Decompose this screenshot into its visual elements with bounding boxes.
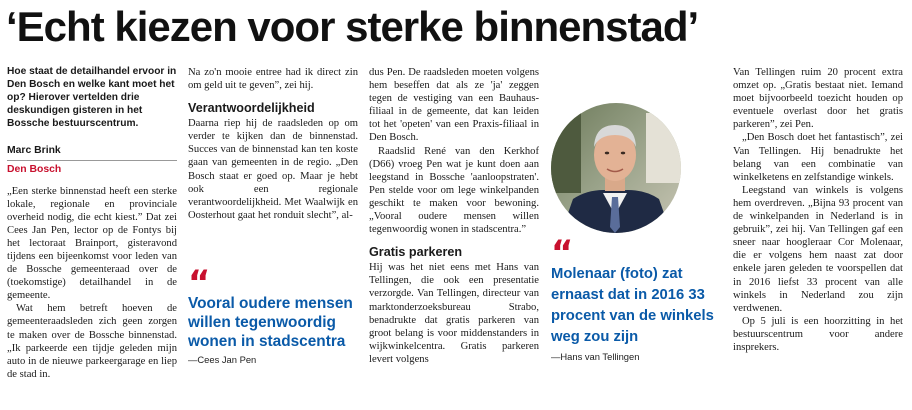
column-1 [7, 66, 177, 408]
body-paragraph: Op 5 juli is een hoorzitting in het bestuurscentrum voor andere insprekers. [733, 315, 903, 353]
body-paragraph: Van Tellingen ruim 20 procent extra omzet op. „Gratis bestaat niet. Iemand moet bijvoorbeeld toezicht houden op eventuele overlast door het gratis parkeren”, zei Pen. [733, 67, 903, 131]
body-paragraph: Na zo'n mooie entree had ik direct zin om geld uit te geven”, zei hij. [188, 67, 358, 92]
body-paragraph: Wat hem betreft hoeven de gemeenteraadsleden zich geen zorgen te maken over de Bossche binnenstad. „Ik parkeerde een tijdje geleden mijn auto in de nieuwe parkeergarage en liep de stad in. [7, 303, 177, 380]
body-paragraph: Daarna riep hij de raadsleden op om verder te kijken dan de binnenstad. Succes van de binnenstad kan ten koste gaan van gemeenten in de regio. „Den Bosch staat er goed op. Maar je hebt ook een regionale verantwoordelijkheid. Met Waalwijk en Oosterhout gaat het ronduit slecht”, al- [188, 118, 358, 221]
body-paragraph: dus Pen. De raadsleden moeten volgens hem beseffen dat als ze 'ja' zeggen tegen de vestiging van een Bauhaus-filiaal in de gemeente, dat kan leiden tot het 'opeten' van een Praxis-filiaal in Den Bosch. [369, 67, 539, 144]
author-byline: Marc Brink [7, 144, 61, 156]
pull-quote-text: Vooral oudere mensen willen tegenwoordig wonen in stadscentra [188, 295, 353, 350]
quote-mark-icon: “ [188, 263, 211, 303]
body-paragraph: Raadslid René van den Kerkhof (D66) vroeg Pen wat je kunt doen aan leegstand in Bossche 'aanloopstraten'. Pen stelde voor om lege winkelpanden geschikt te maken voor bewoning. „Vooral oudere mensen willen tegenwoordig wonen in stadscentra.” [369, 145, 539, 236]
portrait-illustration [551, 103, 681, 233]
intro-text: Hoe staat de detailhandel ervoor in Den Bosch en welke kant moet het op? Hierover vertelden drie deskundigen gisteren in het Bossche bestuurscentrum. [7, 66, 177, 129]
dateline-place: Den Bosch [7, 160, 177, 176]
portrait-photo [551, 103, 681, 233]
subheading-gratis-parkeren: Gratis parkeren [369, 245, 463, 260]
body-paragraph: „Den Bosch doet het fantastisch”, zei Van Tellingen. Hij benadrukte het belang van een combinatie van winkelketens en zelfstandige winkels. [733, 132, 903, 183]
column-5 [733, 66, 903, 408]
headline: ‘Echt kiezen voor sterke binnenstad’ [6, 3, 699, 50]
quote-mark-icon: “ [551, 233, 574, 273]
pull-quote-attribution: —Hans van Tellingen [551, 351, 640, 362]
pull-quote-1 [188, 263, 366, 365]
column-3 [369, 66, 539, 408]
pull-quote-text: Molenaar (foto) zat ernaast dat in 2016 33 procent van de winkels weg zou zijn [551, 266, 714, 345]
pull-quote-attribution: —Cees Jan Pen [188, 354, 257, 365]
body-paragraph: „Een sterke binnenstad heeft een sterke lokale, regionale en provinciale overheid nodig, die echt kiest.” Dat zei Cees Jan Pen, lector op de Fontys bij het lectoraat Brainport, gisteravond tijdens een bijeenkomst voor leden van de Bossche gemeenteraad over de (toekomstige) detailhandel in de gemeente. [7, 185, 177, 302]
column-2 [188, 66, 358, 276]
subheading-verantwoordelijkheid: Verantwoordelijkheid [188, 101, 315, 116]
body-paragraph: Leegstand van winkels is volgens hem overdreven. „Bijna 93 procent van de winkelpanden in Nederland is in gebruik”, zei hij. Van Tellingen gaf een sneer naar hoogleraar Cor Molenaar, die er volgens hem naast zat door enkele jaren geleden te voorspellen dat in 2016 liefst 33 procent van alle winkels in Nederland zou zijn verdwenen. [733, 184, 903, 314]
body-paragraph: Hij was het niet eens met Hans van Tellingen, die ook een presentatie verzorgde. Van Tellingen, directeur van marktonderzoeksbureau Strabo, benadrukte dat gratis parkeren van groot belang is voor middenstanders in wijkwinkelcentra. Gratis parkeren levert volgens [369, 262, 539, 365]
pull-quote-2 [551, 233, 723, 362]
